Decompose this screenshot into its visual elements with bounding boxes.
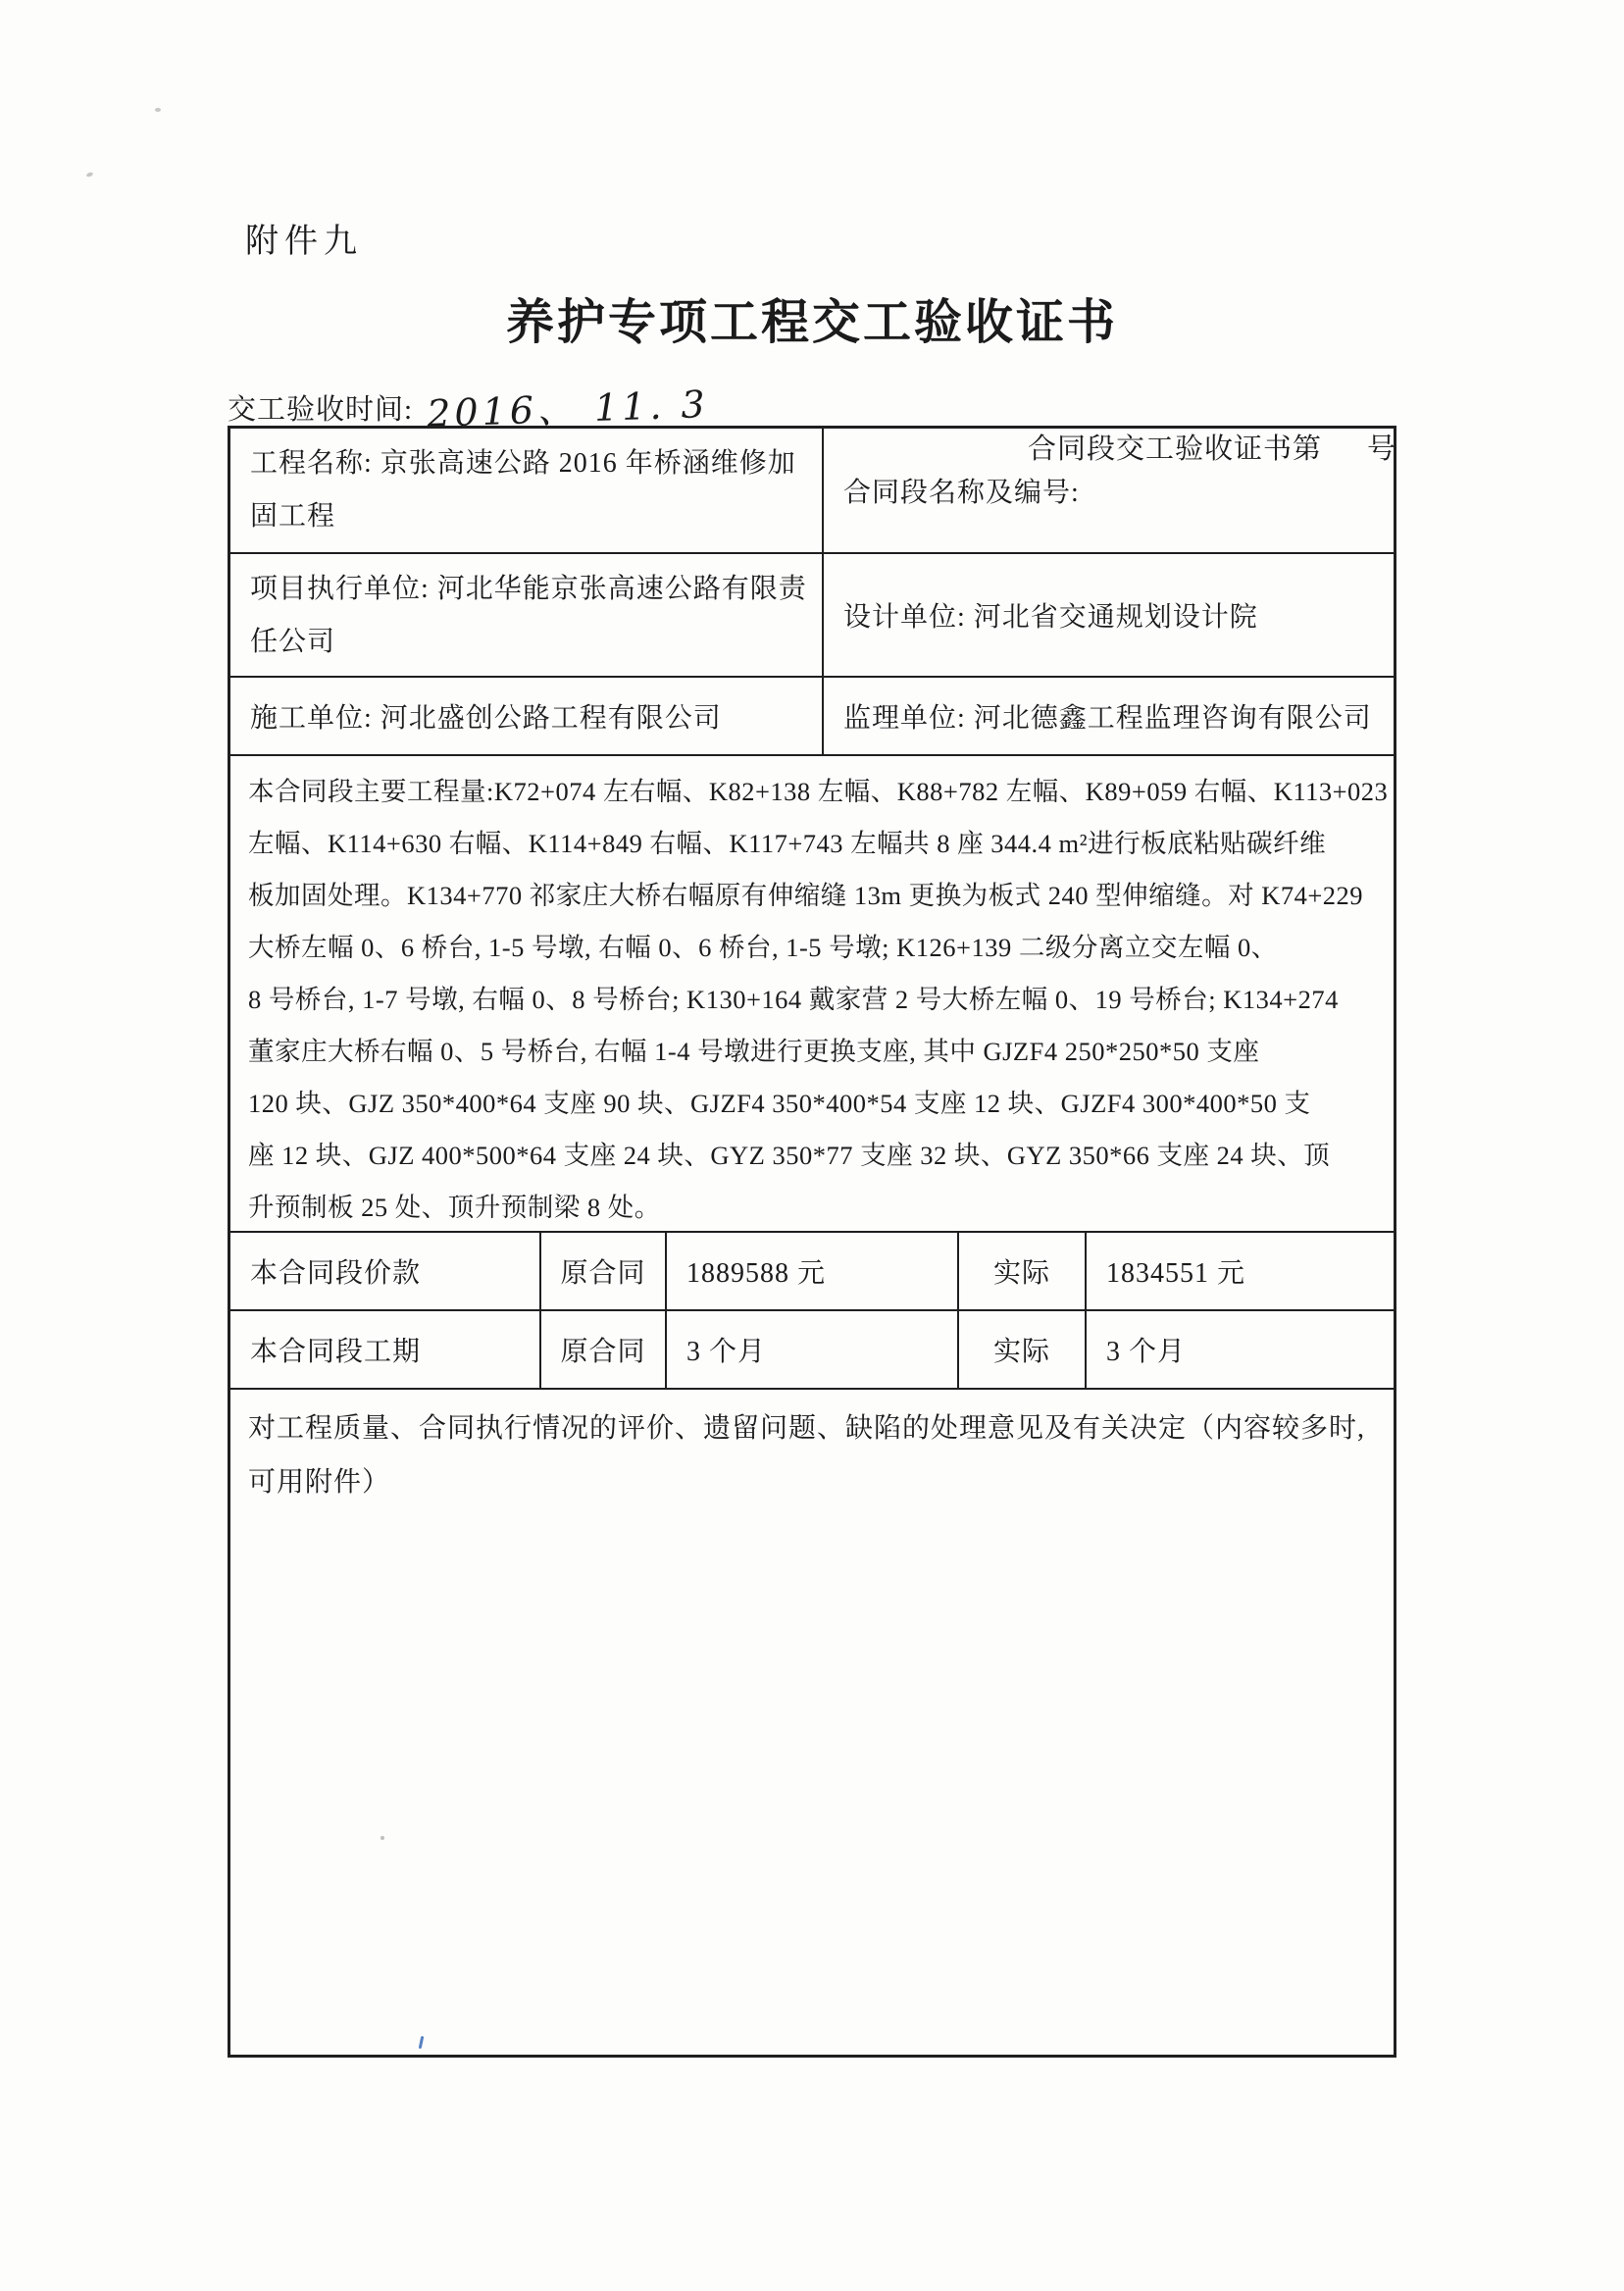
table-row-duration [230,1311,1394,1390]
table-row-construction [230,678,1394,756]
table-row-units [230,554,1394,678]
certificate-number-prefix: 合同段交工验收证书第 [1027,433,1322,465]
table-row-project [230,429,1394,554]
scan-speck [155,108,161,112]
duration-actual-value: 3 个月 [1106,1337,1187,1367]
acceptance-time-label: 交工验收时间: [228,394,414,426]
main-quantities-cell [230,756,1394,1231]
table-row-price [230,1233,1394,1311]
quantities-line: 120 块、GJZ 350*400*64 支座 90 块、GJZF4 350*400*54 支座 12 块、GJZF4 300*400*50 支 [248,1089,1311,1118]
quantities-line: 左幅、K114+630 右幅、K114+849 右幅、K117+743 左幅共 8 座 344.4 m²进行板底粘贴碳纤维 [248,829,1327,858]
quantities-line: 本合同段主要工程量:K72+074 左右幅、K82+138 左幅、K88+782 左幅、K89+059 右幅、K113+023 [248,777,1389,806]
duration-original-value: 3 个月 [667,1311,959,1388]
quantities-line: 董家庄大桥右幅 0、5 号桥台, 右幅 1-4 号墩进行更换支座, 其中 GJZF4 250*250*50 支座 [248,1037,1260,1066]
duration-row-label: 本合同段工期 [230,1311,541,1388]
duration-original-label: 原合同 [541,1311,667,1388]
acceptance-time-handwritten-value: 2016、 11. 3 [426,382,710,435]
price-original-label: 原合同 [541,1233,667,1309]
supervision-unit-cell: 监理单位: 河北德鑫工程监理咨询有限公司 [843,703,1372,734]
quantities-line: 板加固处理。K134+770 祁家庄大桥右幅原有伸缩缝 13m 更换为板式 240 型伸缩缝。对 K74+229 [248,881,1364,910]
quantities-line: 8 号桥台, 1-7 号墩, 右幅 0、8 号桥台; K130+164 戴家营 2 号大桥左幅 0、19 号桥台; K134+274 [248,985,1339,1014]
quantities-line: 大桥左幅 0、6 桥台, 1-5 号墩, 右幅 0、6 桥台, 1-5 号墩; K126+139 二级分离立交左幅 0、 [248,933,1278,962]
price-row-label: 本合同段价款 [230,1233,541,1309]
table-row-evaluation [230,1390,1394,2055]
design-unit-cell: 设计单位: 河北省交通规划设计院 [843,602,1258,633]
duration-actual-label: 实际 [959,1311,1087,1388]
acceptance-info-table [228,426,1396,2058]
price-actual-label: 实际 [959,1233,1087,1309]
executing-unit-cell: 项目执行单位: 河北华能京张高速公路有限责任公司 [230,554,824,676]
certificate-number-suffix: 号 [1366,433,1396,465]
contract-section-cell: 合同段名称及编号: [843,478,1080,508]
scan-speck [381,1836,384,1840]
project-name-cell: 工程名称: 京张高速公路 2016 年桥涵维修加固工程 [230,429,824,552]
scan-speck [86,172,94,178]
price-actual-value: 1834551 元 [1106,1258,1246,1289]
attachment-label: 附件九 [245,224,363,260]
table-row-quantities [230,756,1394,1233]
document-title: 养护专项工程交工验收证书 [505,295,1118,349]
quantities-line: 座 12 块、GJZ 400*500*64 支座 24 块、GYZ 350*77 支座 32 块、GYZ 350*66 支座 24 块、顶 [248,1141,1331,1170]
price-original-value: 1889588 元 [667,1233,959,1309]
construction-unit-cell: 施工单位: 河北盛创公路工程有限公司 [230,678,824,754]
quantities-line: 升预制板 25 处、顶升预制梁 8 处。 [248,1193,661,1222]
acceptance-time [228,376,710,435]
evaluation-prompt-cell: 对工程质量、合同执行情况的评价、遗留问题、缺陷的处理意见及有关决定（内容较多时,可用附件） [248,1413,1366,1498]
